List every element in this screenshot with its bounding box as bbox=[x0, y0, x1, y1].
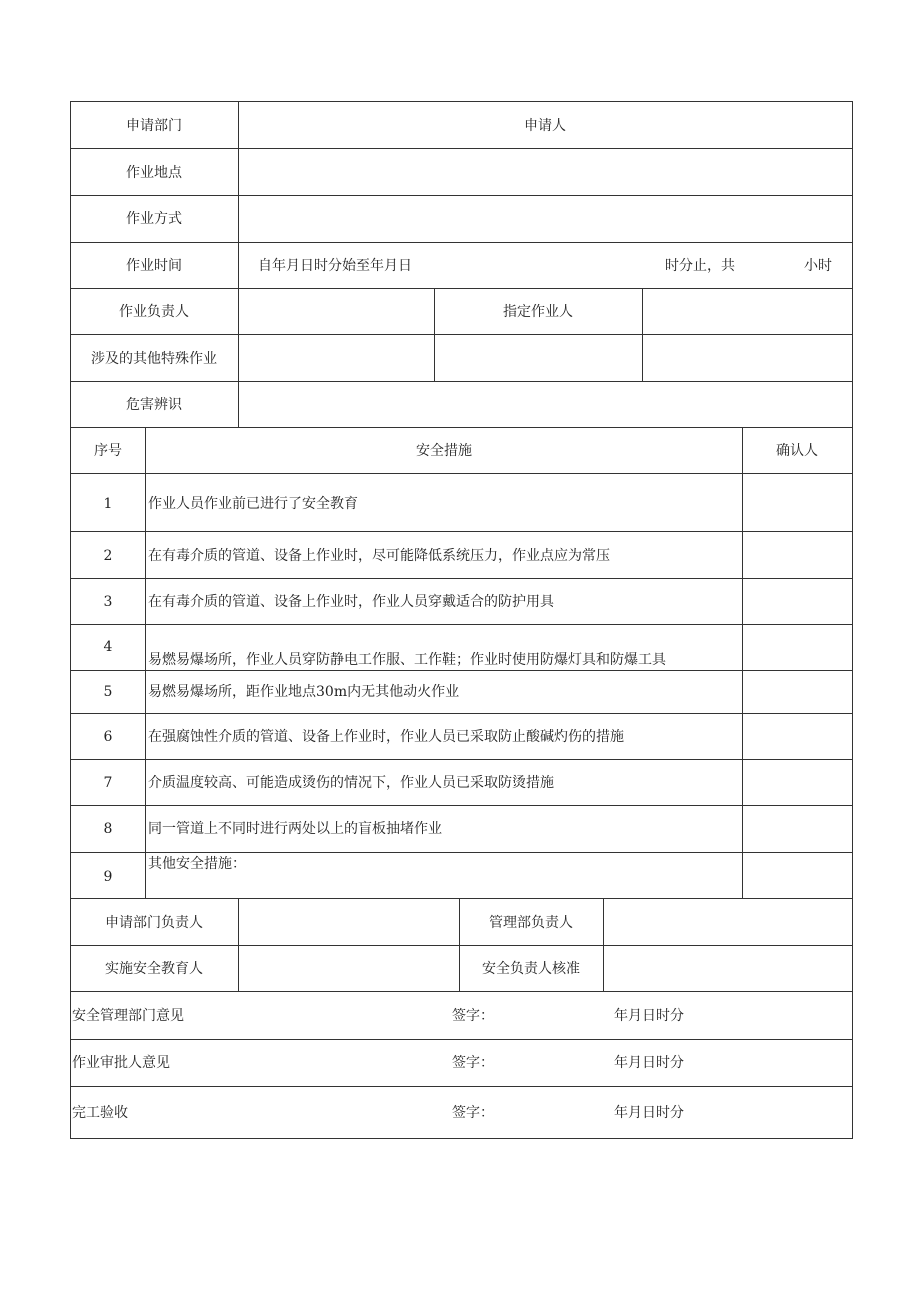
col-divider bbox=[145, 427, 146, 898]
date-label: 年月日时分 bbox=[614, 1008, 684, 1024]
measure-no: 6 bbox=[103, 729, 113, 745]
row-divider bbox=[70, 1086, 853, 1087]
row-divider bbox=[70, 898, 853, 899]
work-time-label: 作业时间 bbox=[126, 258, 182, 274]
measure-no: 1 bbox=[103, 496, 113, 512]
mgmt-dept-head-label: 管理部负责人 bbox=[489, 915, 573, 931]
row-divider bbox=[70, 242, 853, 243]
other-special-work-label: 涉及的其他特殊作业 bbox=[91, 351, 217, 367]
safety-mgmt-opinion-label: 安全管理部门意见 bbox=[72, 1008, 184, 1024]
col-divider bbox=[603, 898, 604, 991]
col-divider bbox=[459, 898, 460, 991]
row-divider bbox=[70, 991, 853, 992]
measure-no: 3 bbox=[103, 594, 113, 610]
col-divider bbox=[642, 288, 643, 381]
safety-head-approval-label: 安全负责人核准 bbox=[482, 961, 580, 977]
measure-no: 9 bbox=[103, 869, 113, 885]
safety-educator-label: 实施安全教育人 bbox=[105, 961, 203, 977]
col-divider bbox=[434, 288, 435, 381]
row-divider bbox=[70, 381, 853, 382]
hours-text: 小时 bbox=[804, 258, 832, 274]
measure-text: 在有毒介质的管道、设备上作业时，作业人员穿戴适合的防护用具 bbox=[148, 594, 554, 610]
row-divider bbox=[70, 334, 853, 335]
date-label: 年月日时分 bbox=[614, 1105, 684, 1121]
measure-text: 易燃易爆场所，作业人员穿防静电工作服、工作鞋；作业时使用防爆灯具和防爆工具 bbox=[148, 652, 666, 668]
measure-no: 7 bbox=[103, 775, 113, 791]
row-divider bbox=[70, 148, 853, 149]
work-method-label: 作业方式 bbox=[126, 211, 182, 227]
work-leader-label: 作业负责人 bbox=[119, 304, 189, 320]
applicant-label: 申请人 bbox=[524, 118, 566, 134]
row-divider bbox=[70, 195, 853, 196]
row-divider bbox=[70, 852, 853, 853]
measure-no: 4 bbox=[103, 639, 113, 655]
col-divider bbox=[238, 898, 239, 991]
measure-text: 其他安全措施： bbox=[148, 856, 246, 872]
row-divider bbox=[70, 427, 853, 428]
row-divider bbox=[70, 805, 853, 806]
row-divider bbox=[70, 473, 853, 474]
hazard-identification-label: 危害辨识 bbox=[126, 397, 182, 413]
date-label: 年月日时分 bbox=[614, 1055, 684, 1071]
col-divider bbox=[238, 101, 239, 427]
row-divider bbox=[70, 945, 853, 946]
col-measure-header: 安全措施 bbox=[416, 443, 472, 459]
apply-dept-head-label: 申请部门负责人 bbox=[105, 915, 203, 931]
work-permit-form bbox=[70, 101, 853, 1139]
apply-dept-label: 申请部门 bbox=[126, 118, 182, 134]
row-divider bbox=[70, 578, 853, 579]
measure-text: 在有毒介质的管道、设备上作业时，尽可能降低系统压力，作业点应为常压 bbox=[148, 548, 610, 564]
row-divider bbox=[70, 670, 853, 671]
measure-text: 作业人员作业前已进行了安全教育 bbox=[148, 496, 358, 512]
measure-text: 在强腐蚀性介质的管道、设备上作业时，作业人员已采取防止酸碱灼伤的措施 bbox=[148, 729, 624, 745]
sign-label: 签字： bbox=[452, 1105, 494, 1121]
row-divider bbox=[70, 759, 853, 760]
measure-no: 5 bbox=[103, 684, 113, 700]
col-confirm-header: 确认人 bbox=[776, 443, 818, 459]
row-divider bbox=[70, 713, 853, 714]
row-divider bbox=[70, 531, 853, 532]
measure-text: 易燃易爆场所，距作业地点30m内无其他动火作业 bbox=[148, 684, 460, 700]
completion-acceptance-label: 完工验收 bbox=[72, 1105, 128, 1121]
col-divider bbox=[742, 427, 743, 898]
measure-no: 8 bbox=[103, 821, 113, 837]
row-divider bbox=[70, 288, 853, 289]
work-location-label: 作业地点 bbox=[126, 165, 182, 181]
sign-label: 签字： bbox=[452, 1008, 494, 1024]
sign-label: 签字： bbox=[452, 1055, 494, 1071]
measure-no: 2 bbox=[103, 548, 113, 564]
time-from-text: 自年月日时分始至年月日 bbox=[258, 258, 412, 274]
col-seq-header: 序号 bbox=[94, 443, 122, 459]
approver-opinion-label: 作业审批人意见 bbox=[72, 1055, 170, 1071]
row-divider bbox=[70, 624, 853, 625]
measure-text: 介质温度较高、可能造成烫伤的情况下，作业人员已采取防烫措施 bbox=[148, 775, 554, 791]
time-to-text: 时分止，共 bbox=[665, 258, 735, 274]
row-divider bbox=[70, 1039, 853, 1040]
assigned-worker-label: 指定作业人 bbox=[503, 304, 573, 320]
measure-text: 同一管道上不同时进行两处以上的盲板抽堵作业 bbox=[148, 821, 442, 837]
